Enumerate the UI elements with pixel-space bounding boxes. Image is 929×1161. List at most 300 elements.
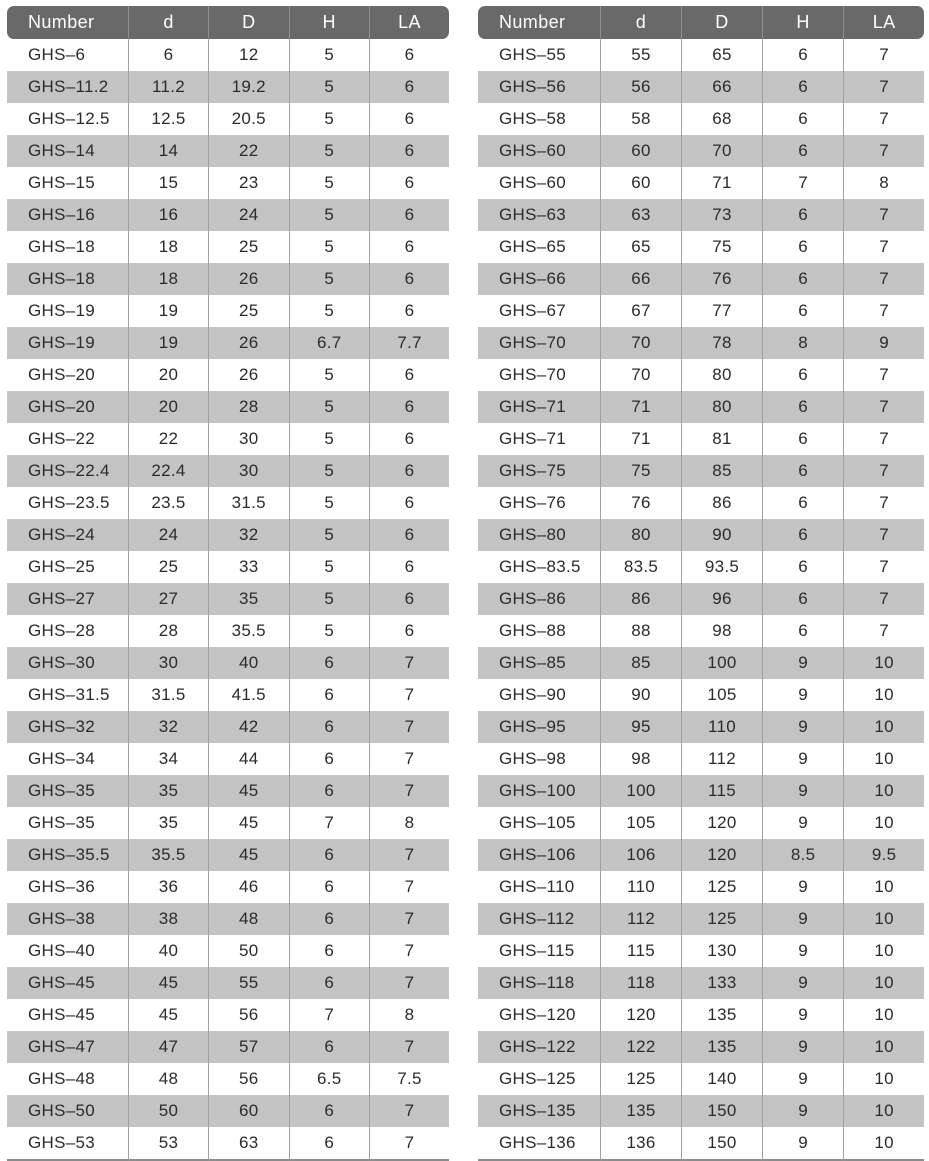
table-row: [478, 39, 924, 71]
cell-la: 6: [370, 391, 449, 423]
cell-d-small: 90: [601, 679, 682, 711]
cell-d-big: 73: [682, 199, 763, 231]
cell-d-small: 25: [129, 551, 209, 583]
table-row: [478, 999, 924, 1031]
cell-h: 7: [290, 999, 370, 1031]
cell-number: GHS–28: [7, 615, 129, 647]
ghs-spec-table-left: [7, 6, 449, 1161]
table-row: [7, 903, 449, 935]
cell-number: GHS–19: [7, 295, 129, 327]
cell-number: GHS–136: [478, 1127, 601, 1161]
cell-h: 6: [763, 135, 844, 167]
cell-h: 6: [290, 775, 370, 807]
cell-d-big: 150: [682, 1095, 763, 1127]
table-row: [7, 167, 449, 199]
cell-la: 10: [844, 711, 924, 743]
cell-d-big: 115: [682, 775, 763, 807]
table-row: [478, 135, 924, 167]
table-row: [7, 615, 449, 647]
cell-d-big: 45: [209, 775, 289, 807]
cell-d-big: 120: [682, 839, 763, 871]
cell-la: 6: [370, 39, 449, 71]
cell-d-small: 67: [601, 295, 682, 327]
cell-h: 9: [763, 999, 844, 1031]
cell-d-big: 12: [209, 39, 289, 71]
cell-la: 6: [370, 359, 449, 391]
cell-d-big: 45: [209, 839, 289, 871]
cell-d-small: 16: [129, 199, 209, 231]
table-row: [478, 583, 924, 615]
table-row: [7, 711, 449, 743]
cell-number: GHS–86: [478, 583, 601, 615]
table-row: [478, 1031, 924, 1063]
cell-d-small: 58: [601, 103, 682, 135]
cell-h: 9: [763, 1063, 844, 1095]
table-row: [7, 423, 449, 455]
table-row: [478, 71, 924, 103]
cell-number: GHS–23.5: [7, 487, 129, 519]
cell-la: 6: [370, 263, 449, 295]
cell-number: GHS–85: [478, 647, 601, 679]
cell-h: 5: [290, 71, 370, 103]
cell-h: 5: [290, 519, 370, 551]
cell-d-small: 32: [129, 711, 209, 743]
table-row: [478, 487, 924, 519]
cell-d-big: 23: [209, 167, 289, 199]
cell-h: 9: [763, 711, 844, 743]
cell-h: 6: [763, 295, 844, 327]
cell-number: GHS–40: [7, 935, 129, 967]
table-row: [478, 839, 924, 871]
cell-number: GHS–76: [478, 487, 601, 519]
cell-h: 6: [290, 679, 370, 711]
cell-d-big: 60: [209, 1095, 289, 1127]
cell-number: GHS–15: [7, 167, 129, 199]
cell-h: 6: [290, 711, 370, 743]
cell-la: 6: [370, 135, 449, 167]
cell-h: 5: [290, 199, 370, 231]
table-row: [478, 327, 924, 359]
table-row: [7, 743, 449, 775]
cell-d-big: 120: [682, 807, 763, 839]
cell-number: GHS–35.5: [7, 839, 129, 871]
cell-d-big: 24: [209, 199, 289, 231]
cell-d-small: 19: [129, 327, 209, 359]
cell-la: 10: [844, 967, 924, 999]
cell-number: GHS–30: [7, 647, 129, 679]
cell-h: 6: [290, 903, 370, 935]
column-header-la: LA: [370, 6, 449, 39]
cell-number: GHS–32: [7, 711, 129, 743]
column-header-number: Number: [7, 6, 129, 39]
cell-d-big: 26: [209, 263, 289, 295]
cell-la: 10: [844, 647, 924, 679]
table-row: [478, 391, 924, 423]
table-row: [7, 967, 449, 999]
cell-h: 6.5: [290, 1063, 370, 1095]
cell-d-small: 50: [129, 1095, 209, 1127]
cell-number: GHS–88: [478, 615, 601, 647]
cell-h: 5: [290, 487, 370, 519]
cell-number: GHS–48: [7, 1063, 129, 1095]
column-header-h: H: [290, 6, 370, 39]
cell-la: 7: [370, 711, 449, 743]
table-row: [7, 263, 449, 295]
cell-d-small: 18: [129, 231, 209, 263]
table-row: [478, 903, 924, 935]
cell-la: 7: [370, 679, 449, 711]
cell-la: 7: [370, 967, 449, 999]
cell-d-small: 22: [129, 423, 209, 455]
cell-la: 7: [370, 647, 449, 679]
table-row: [478, 1127, 924, 1161]
cell-la: 6: [370, 295, 449, 327]
cell-d-big: 31.5: [209, 487, 289, 519]
cell-number: GHS–20: [7, 359, 129, 391]
cell-d-big: 66: [682, 71, 763, 103]
cell-d-small: 45: [129, 999, 209, 1031]
cell-h: 5: [290, 423, 370, 455]
cell-d-small: 35: [129, 807, 209, 839]
cell-d-big: 130: [682, 935, 763, 967]
cell-la: 10: [844, 1031, 924, 1063]
cell-la: 7: [844, 423, 924, 455]
cell-la: 9.5: [844, 839, 924, 871]
cell-number: GHS–45: [7, 999, 129, 1031]
cell-h: 5: [290, 135, 370, 167]
cell-number: GHS–31.5: [7, 679, 129, 711]
cell-d-small: 53: [129, 1127, 209, 1161]
cell-la: 7: [370, 935, 449, 967]
cell-d-big: 32: [209, 519, 289, 551]
cell-h: 6: [763, 455, 844, 487]
cell-la: 8: [844, 167, 924, 199]
cell-d-big: 135: [682, 1031, 763, 1063]
cell-la: 6: [370, 167, 449, 199]
cell-h: 6: [290, 871, 370, 903]
cell-la: 6: [370, 551, 449, 583]
cell-d-big: 65: [682, 39, 763, 71]
cell-la: 7.7: [370, 327, 449, 359]
cell-d-big: 25: [209, 231, 289, 263]
table-row: [7, 999, 449, 1031]
cell-h: 9: [763, 967, 844, 999]
cell-number: GHS–18: [7, 231, 129, 263]
cell-d-big: 100: [682, 647, 763, 679]
cell-h: 7: [290, 807, 370, 839]
cell-la: 6: [370, 487, 449, 519]
cell-la: 7: [370, 743, 449, 775]
cell-d-big: 125: [682, 903, 763, 935]
table-row: [7, 519, 449, 551]
cell-h: 6: [763, 39, 844, 71]
cell-d-small: 80: [601, 519, 682, 551]
cell-d-big: 86: [682, 487, 763, 519]
table-row: [7, 583, 449, 615]
cell-d-big: 63: [209, 1127, 289, 1161]
cell-h: 9: [763, 903, 844, 935]
cell-h: 5: [290, 39, 370, 71]
cell-number: GHS–53: [7, 1127, 129, 1161]
cell-d-small: 95: [601, 711, 682, 743]
cell-d-small: 35.5: [129, 839, 209, 871]
cell-d-small: 71: [601, 423, 682, 455]
cell-number: GHS–24: [7, 519, 129, 551]
cell-d-small: 125: [601, 1063, 682, 1095]
cell-number: GHS–95: [478, 711, 601, 743]
cell-h: 5: [290, 455, 370, 487]
cell-la: 10: [844, 1095, 924, 1127]
cell-d-small: 75: [601, 455, 682, 487]
cell-number: GHS–14: [7, 135, 129, 167]
cell-d-small: 48: [129, 1063, 209, 1095]
cell-h: 9: [763, 647, 844, 679]
cell-h: 6: [763, 103, 844, 135]
cell-d-big: 56: [209, 1063, 289, 1095]
table-row: [7, 103, 449, 135]
cell-d-small: 70: [601, 359, 682, 391]
cell-d-small: 6: [129, 39, 209, 71]
cell-d-big: 56: [209, 999, 289, 1031]
cell-d-small: 34: [129, 743, 209, 775]
cell-d-big: 93.5: [682, 551, 763, 583]
cell-h: 9: [763, 743, 844, 775]
cell-la: 8: [370, 807, 449, 839]
table-row: [478, 167, 924, 199]
cell-la: 7: [844, 39, 924, 71]
column-header-h: H: [763, 6, 844, 39]
table-row: [7, 1063, 449, 1095]
cell-d-small: 86: [601, 583, 682, 615]
table-row: [7, 935, 449, 967]
cell-d-small: 70: [601, 327, 682, 359]
header-row: [7, 6, 449, 39]
cell-h: 5: [290, 391, 370, 423]
cell-d-big: 22: [209, 135, 289, 167]
cell-h: 6: [290, 839, 370, 871]
column-header-d-small: d: [129, 6, 209, 39]
cell-d-big: 28: [209, 391, 289, 423]
cell-d-small: 135: [601, 1095, 682, 1127]
cell-h: 5: [290, 263, 370, 295]
cell-number: GHS–90: [478, 679, 601, 711]
table-row: [7, 775, 449, 807]
cell-d-small: 122: [601, 1031, 682, 1063]
cell-h: 6: [763, 551, 844, 583]
cell-number: GHS–27: [7, 583, 129, 615]
cell-h: 6: [763, 583, 844, 615]
table-row: [7, 135, 449, 167]
table-row: [7, 839, 449, 871]
cell-d-big: 41.5: [209, 679, 289, 711]
table-row: [478, 743, 924, 775]
cell-d-big: 85: [682, 455, 763, 487]
cell-la: 7: [844, 487, 924, 519]
cell-number: GHS–100: [478, 775, 601, 807]
cell-d-big: 57: [209, 1031, 289, 1063]
cell-h: 6: [763, 391, 844, 423]
cell-d-small: 65: [601, 231, 682, 263]
table-row: [7, 1031, 449, 1063]
cell-number: GHS–120: [478, 999, 601, 1031]
cell-d-big: 26: [209, 359, 289, 391]
column-header-d-small: d: [601, 6, 682, 39]
cell-d-big: 35.5: [209, 615, 289, 647]
cell-la: 9: [844, 327, 924, 359]
cell-d-big: 33: [209, 551, 289, 583]
table-row: [478, 807, 924, 839]
cell-d-big: 55: [209, 967, 289, 999]
cell-h: 6: [290, 935, 370, 967]
cell-la: 10: [844, 999, 924, 1031]
header-row: [478, 6, 924, 39]
cell-number: GHS–66: [478, 263, 601, 295]
cell-la: 7: [844, 455, 924, 487]
table-row: [7, 71, 449, 103]
cell-d-big: 35: [209, 583, 289, 615]
cell-la: 6: [370, 199, 449, 231]
cell-la: 6: [370, 103, 449, 135]
table-row: [7, 39, 449, 71]
cell-la: 7: [844, 551, 924, 583]
cell-d-small: 18: [129, 263, 209, 295]
cell-d-small: 55: [601, 39, 682, 71]
cell-la: 7: [844, 263, 924, 295]
cell-number: GHS–65: [478, 231, 601, 263]
cell-d-big: 140: [682, 1063, 763, 1095]
cell-h: 6: [763, 615, 844, 647]
cell-d-small: 98: [601, 743, 682, 775]
cell-number: GHS–112: [478, 903, 601, 935]
cell-number: GHS–47: [7, 1031, 129, 1063]
cell-d-small: 30: [129, 647, 209, 679]
cell-number: GHS–20: [7, 391, 129, 423]
cell-h: 9: [763, 679, 844, 711]
table-row: [7, 295, 449, 327]
cell-la: 10: [844, 1127, 924, 1161]
cell-number: GHS–60: [478, 135, 601, 167]
cell-h: 6: [763, 263, 844, 295]
table-row: [7, 551, 449, 583]
cell-la: 10: [844, 935, 924, 967]
cell-number: GHS–75: [478, 455, 601, 487]
cell-d-big: 80: [682, 359, 763, 391]
cell-d-small: 20: [129, 391, 209, 423]
table-row: [478, 615, 924, 647]
cell-number: GHS–135: [478, 1095, 601, 1127]
cell-d-big: 76: [682, 263, 763, 295]
cell-la: 7: [844, 615, 924, 647]
cell-d-big: 44: [209, 743, 289, 775]
cell-d-small: 120: [601, 999, 682, 1031]
cell-la: 7: [844, 519, 924, 551]
cell-d-small: 31.5: [129, 679, 209, 711]
cell-number: GHS–83.5: [478, 551, 601, 583]
table-row: [478, 519, 924, 551]
cell-d-big: 71: [682, 167, 763, 199]
cell-h: 6: [290, 1127, 370, 1161]
cell-la: 6: [370, 583, 449, 615]
cell-h: 5: [290, 103, 370, 135]
table-row: [478, 295, 924, 327]
table-row: [478, 263, 924, 295]
ghs-spec-table-right: [478, 6, 924, 1161]
cell-h: 5: [290, 231, 370, 263]
cell-d-small: 85: [601, 647, 682, 679]
cell-la: 6: [370, 455, 449, 487]
cell-la: 7: [370, 775, 449, 807]
cell-number: GHS–60: [478, 167, 601, 199]
table-row: [7, 487, 449, 519]
cell-d-small: 105: [601, 807, 682, 839]
cell-d-small: 76: [601, 487, 682, 519]
cell-number: GHS–56: [478, 71, 601, 103]
cell-la: 6: [370, 519, 449, 551]
cell-h: 6: [290, 967, 370, 999]
cell-number: GHS–58: [478, 103, 601, 135]
cell-h: 9: [763, 871, 844, 903]
cell-h: 6: [290, 1095, 370, 1127]
cell-d-small: 66: [601, 263, 682, 295]
cell-la: 8: [370, 999, 449, 1031]
cell-la: 7: [370, 1031, 449, 1063]
cell-number: GHS–70: [478, 359, 601, 391]
cell-h: 6: [763, 199, 844, 231]
cell-d-small: 40: [129, 935, 209, 967]
table-row: [7, 1127, 449, 1161]
cell-number: GHS–106: [478, 839, 601, 871]
cell-number: GHS–125: [478, 1063, 601, 1095]
cell-la: 7: [844, 103, 924, 135]
table-row: [7, 327, 449, 359]
cell-d-big: 30: [209, 455, 289, 487]
cell-number: GHS–36: [7, 871, 129, 903]
cell-h: 6.7: [290, 327, 370, 359]
cell-la: 7: [844, 391, 924, 423]
cell-d-small: 112: [601, 903, 682, 935]
table-row: [478, 775, 924, 807]
cell-la: 7: [370, 1127, 449, 1161]
cell-d-small: 28: [129, 615, 209, 647]
table-row: [478, 935, 924, 967]
cell-number: GHS–22.4: [7, 455, 129, 487]
cell-d-small: 136: [601, 1127, 682, 1161]
cell-d-big: 77: [682, 295, 763, 327]
cell-la: 7: [844, 295, 924, 327]
cell-number: GHS–25: [7, 551, 129, 583]
cell-number: GHS–67: [478, 295, 601, 327]
cell-d-small: 15: [129, 167, 209, 199]
cell-h: 9: [763, 807, 844, 839]
cell-h: 5: [290, 167, 370, 199]
table-row: [7, 231, 449, 263]
cell-d-small: 35: [129, 775, 209, 807]
table-row: [478, 199, 924, 231]
cell-d-small: 118: [601, 967, 682, 999]
cell-d-small: 45: [129, 967, 209, 999]
cell-d-big: 46: [209, 871, 289, 903]
cell-number: GHS–50: [7, 1095, 129, 1127]
cell-number: GHS–63: [478, 199, 601, 231]
cell-number: GHS–11.2: [7, 71, 129, 103]
table-row: [7, 359, 449, 391]
cell-d-small: 47: [129, 1031, 209, 1063]
cell-h: 9: [763, 775, 844, 807]
cell-number: GHS–45: [7, 967, 129, 999]
cell-d-big: 20.5: [209, 103, 289, 135]
cell-number: GHS–6: [7, 39, 129, 71]
cell-d-big: 150: [682, 1127, 763, 1161]
